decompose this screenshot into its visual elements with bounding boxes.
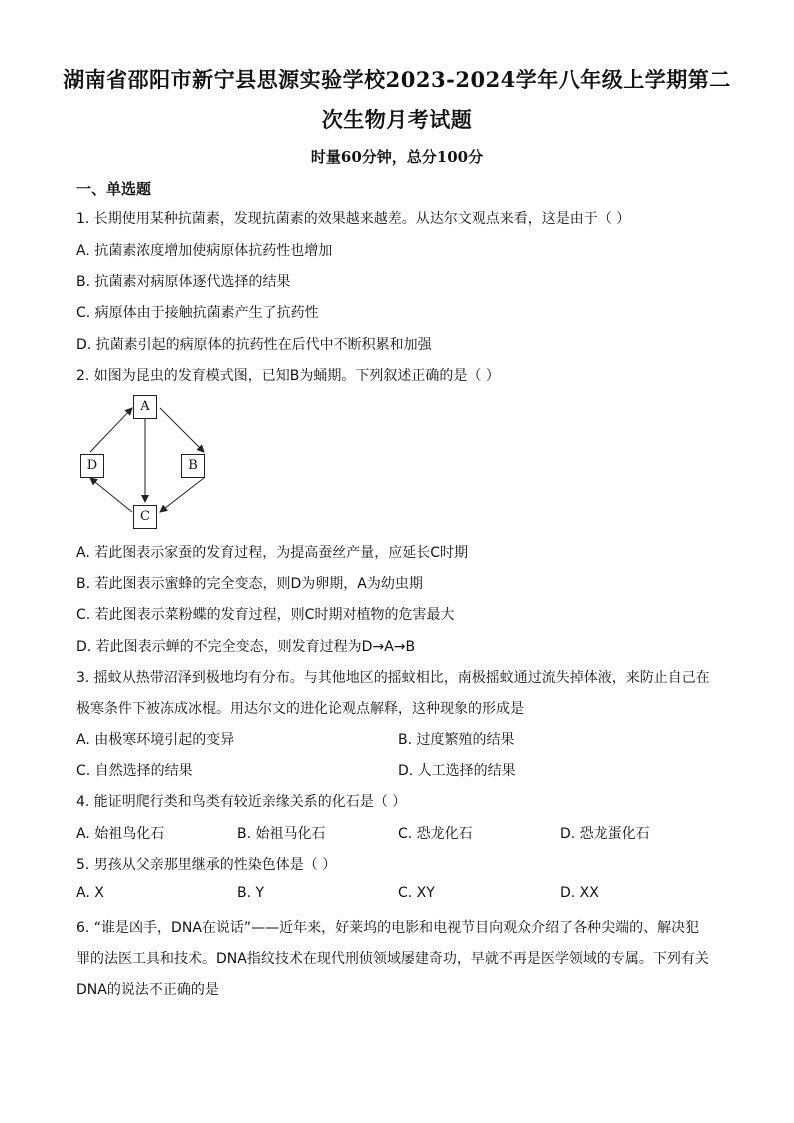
question-1-stem: 1. 长期使用某种抗菌素，发现抗菌素的效果越来越差。从达尔文观点来看，这是由于（ ）: [76, 211, 631, 227]
question-5-option-c: C. XY: [398, 885, 435, 901]
question-5-stem: 5. 男孩从父亲那里继承的性染色体是（ ）: [76, 857, 337, 873]
question-5-option-d: D. XX: [560, 885, 599, 901]
arrow-b-to-c: [160, 478, 204, 512]
question-2-option-c: C. 若此图表示菜粉蝶的发育过程，则C时期对植物的危害最大: [76, 607, 455, 623]
question-3-option-d: D. 人工选择的结果: [398, 763, 516, 779]
section-heading: 一、单选题: [76, 180, 152, 198]
question-3-option-a: A. 由极寒环境引起的变异: [76, 732, 235, 748]
exam-duration-score: 时量60分钟，总分100分: [310, 148, 484, 166]
question-5-option-a: A. X: [76, 885, 104, 901]
exam-title-line-2: 次生物月考试题: [321, 107, 473, 132]
question-1-option-a: A. 抗菌素浓度增加使病原体抗药性也增加: [76, 243, 333, 259]
question-1-option-d: D. 抗菌素引起的病原体的抗药性在后代中不断积累和加强: [76, 337, 432, 353]
diagram-node-a: A: [133, 395, 157, 419]
question-2-option-a: A. 若此图表示家蚕的发育过程，为提高蚕丝产量，应延长C时期: [76, 545, 469, 561]
diagram-node-d: D: [80, 454, 104, 478]
question-5-option-b: B. Y: [237, 885, 265, 901]
arrow-c-to-d: [90, 478, 132, 512]
question-2-stem: 2. 如图为昆虫的发育模式图，已知B为蛹期。下列叙述正确的是（ ）: [76, 368, 500, 384]
question-3-stem-line-2: 极寒条件下被冻成冰棍。用达尔文的进化论观点解释，这种现象的形成是: [76, 701, 524, 717]
arrow-d-to-a: [90, 408, 132, 452]
question-4-option-b: B. 始祖马化石: [237, 826, 326, 842]
exam-title-line-1: 湖南省邵阳市新宁县思源实验学校2023-2024学年八年级上学期第二: [63, 67, 731, 92]
question-2-option-d: D. 若此图表示蝉的不完全变态，则发育过程为D→A→B: [76, 639, 416, 655]
diagram-node-c: C: [133, 505, 157, 529]
diagram-node-b: B: [181, 454, 205, 478]
question-6-stem-line-1: 6. “谁是凶手，DNA在说话”——近年来，好莱坞的电影和电视节目向观众介绍了各种尖端的、解决犯: [76, 920, 700, 936]
question-4-option-d: D. 恐龙蛋化石: [560, 826, 650, 842]
question-1-option-b: B. 抗菌素对病原体逐代选择的结果: [76, 274, 291, 290]
question-4-stem: 4. 能证明爬行类和鸟类有较近亲缘关系的化石是（ ）: [76, 794, 407, 810]
question-4-option-c: C. 恐龙化石: [398, 826, 473, 842]
question-2-option-b: B. 若此图表示蜜蜂的完全变态，则D为卵期，A为幼虫期: [76, 576, 423, 592]
question-3-option-c: C. 自然选择的结果: [76, 763, 193, 779]
arrow-a-to-b: [160, 408, 204, 452]
question-6-stem-line-3: DNA的说法不正确的是: [76, 982, 219, 998]
question-6-stem-line-2: 罪的法医工具和技术。DNA指纹技术在现代刑侦领域屡建奇功，早就不再是医学领域的专属。下列有关: [76, 951, 709, 967]
insect-development-diagram: [76, 394, 226, 532]
question-1-option-c: C. 病原体由于接触抗菌素产生了抗药性: [76, 305, 319, 321]
question-3-option-b: B. 过度繁殖的结果: [398, 732, 515, 748]
question-4-option-a: A. 始祖鸟化石: [76, 826, 165, 842]
question-3-stem-line-1: 3. 摇蚊从热带沼泽到极地均有分布。与其他地区的摇蚊相比，南极摇蚊通过流失掉体液，来防止自己在: [76, 670, 710, 686]
